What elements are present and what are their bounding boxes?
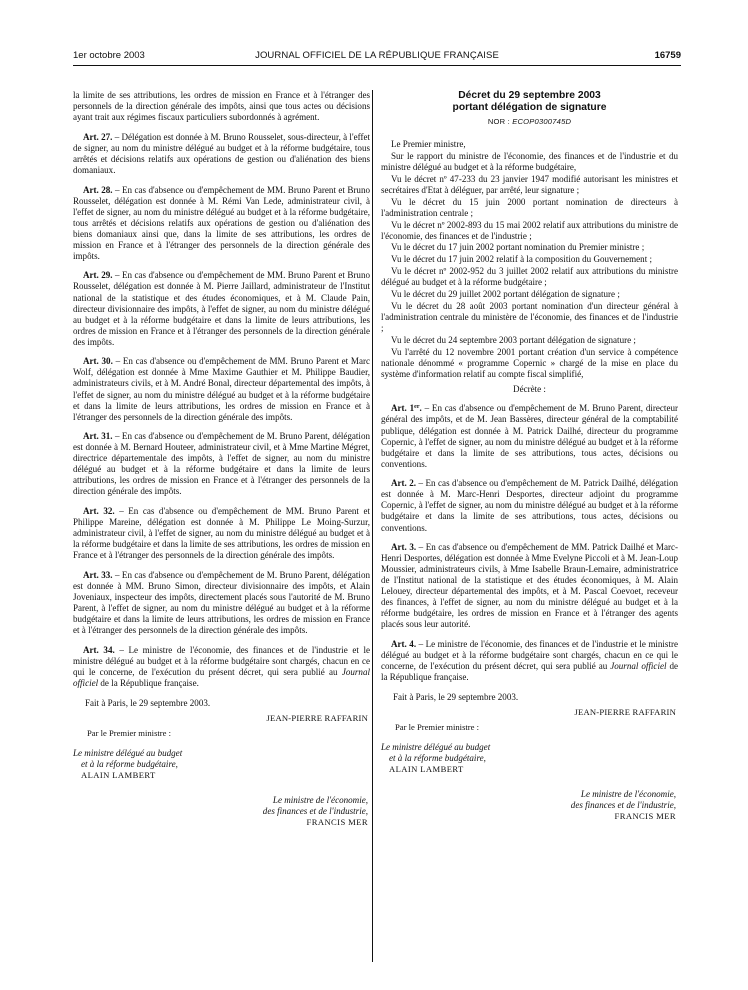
article-31 bbox=[73, 431, 370, 497]
article-label: Art. 2. bbox=[391, 478, 417, 489]
article-30 bbox=[73, 356, 370, 422]
article-label: Art. 31. bbox=[83, 431, 113, 442]
prime-minister-name: JEAN-PIERRE RAFFARIN bbox=[266, 712, 368, 723]
journal-officiel-italic: Journal officiel bbox=[610, 661, 667, 672]
par-le-premier-ministre: Par le Premier ministre : bbox=[87, 727, 172, 738]
signature-place-date: Fait à Paris, le 29 septembre 2003. bbox=[85, 697, 211, 708]
article-27 bbox=[73, 132, 370, 176]
budget-minister-name: ALAIN LAMBERT bbox=[389, 764, 464, 775]
article-text-end: de la République française. bbox=[98, 677, 199, 688]
right-column bbox=[381, 90, 678, 822]
budget-minister-title-1: Le ministre délégué au budget bbox=[73, 747, 183, 758]
opening-line: Le Premier ministre, bbox=[391, 139, 466, 150]
nor-label: NOR : bbox=[487, 117, 513, 126]
article-label: Art. 27. bbox=[83, 131, 113, 142]
article-2 bbox=[381, 478, 678, 533]
column-divider bbox=[372, 90, 373, 962]
article-33 bbox=[73, 570, 370, 636]
article-28 bbox=[73, 185, 370, 262]
prime-minister-name: JEAN-PIERRE RAFFARIN bbox=[574, 706, 676, 717]
economy-minister-signature bbox=[73, 795, 370, 828]
budget-minister-signature bbox=[381, 742, 678, 775]
article-3 bbox=[381, 542, 678, 630]
visa-paragraph: Vu le décret du 24 septembre 2003 portant délégation de signature ; bbox=[391, 334, 636, 345]
article-4 bbox=[381, 639, 678, 683]
nor-code: ECOP0300745D bbox=[512, 117, 572, 126]
visa-paragraph: Vu le décret du 17 juin 2002 relatif à la composition du Gouvernement ; bbox=[391, 254, 652, 265]
economy-minister-title-2: des finances et de l'industrie, bbox=[570, 800, 676, 811]
article-text: – En cas d'absence ou d'empêchement de M. Bruno Parent, délégation est donnée à MM. Bruno Simon, directeur divisionnaire des impôts, et Alain Joveniaux, inspecteur des impôts, directement placés sous l'autorité de M. Bruno Parent, à l'effet de signer, au nom du ministre délégué au budget et à la réforme budgétaire et dans la limite de leurs attributions, les ordres de mission en France et à l'étranger des personnels de la direction générale des impôts. bbox=[73, 569, 370, 636]
decree-title-line-2: portant délégation de signature bbox=[452, 101, 607, 113]
page-number: 16759 bbox=[654, 50, 681, 61]
article-text: – Délégation est donnée à M. Bruno Rousselet, sous-directeur, à l'effet de signer, au nom du ministre délégué au budget et à la réforme budgétaire, tous arrêtés et décisions relatifs aux opérations de gestion ou d'aliénation des biens domaniaux. bbox=[73, 131, 370, 175]
budget-minister-title-2: et à la réforme budgétaire, bbox=[81, 758, 178, 769]
article-text: – En cas d'absence ou d'empêchement de MM. Bruno Parent et Marc Wolf, délégation est donnée à Mme Maxime Gauthier et M. Philippe Baudier, administrateurs civils, et à M. André Bonal, directeur départemental des impôts, à l'effet de signer, au nom du ministre délégué au budget et à la réforme budgétaire et dans la limite de leurs attributions, les ordres de mission en France et à l'étranger des personnels de la direction générale des impôts. bbox=[73, 356, 370, 422]
article-text: – En cas d'absence ou d'empêchement de M. Bruno Parent, directeur général des impôts, et de M. Jean Bassères, directeur général de la comptabilité publique, délégation est donnée à M. Patrick Dailhé, directeur du programme Copernic, à l'effet de signer, au nom du ministre délégué au budget et à la réforme budgétaire et dans la limite de ses attributions, tous actes, décisions ou conventions. bbox=[381, 403, 679, 469]
visa-paragraph: Vu le décret du 17 juin 2002 portant nomination du Premier ministre ; bbox=[391, 242, 645, 253]
header-date: 1er octobre 2003 bbox=[73, 50, 145, 61]
visa-paragraph: Vu le décret nº 2002-893 du 15 mai 2002 relatif aux attributions du ministre de l'économie, des finances et de l'industrie ; bbox=[381, 219, 678, 241]
visa-paragraph: Vu le décret nº 2002-952 du 3 juillet 2002 relatif aux attributions du ministre délégué au budget et à la réforme budgétaire ; bbox=[381, 266, 678, 288]
article-text: – En cas d'absence ou d'empêchement de M. Bruno Parent, délégation est donnée à M. Bernard Houteer, administrateur civil, et à Mme Martine Mégret, directrice départementale des impôts, à l'effet de signer, au nom du ministre délégué au budget et à la réforme budgétaire et dans la limite de leurs attributions, les ordres de mission en France et à l'étranger des personnels de la direction générale des impôts. bbox=[73, 431, 370, 497]
article-label-end: . bbox=[419, 403, 422, 414]
visas-list bbox=[381, 151, 678, 380]
article-text: – En cas d'absence ou d'empêchement de M. Patrick Dailhé, délégation est donnée à M. Marc-Henri Desportes, directeur adjoint du programme Copernic, à l'effet de signer, au nom du ministre délégué au budget et à la réforme budgétaire et dans la limite de ses attributions, tous actes, décisions ou conventions. bbox=[381, 478, 679, 533]
economy-minister-name: FRANCIS MER bbox=[614, 811, 676, 822]
article-text: – Le ministre de l'économie, des finances et de l'industrie et le ministre délégué au budget et à la réforme budgétaire sont chargés, chacun en ce qui le concerne, de l'exécution du présent décret, qui sera publié au bbox=[381, 639, 678, 672]
visa-paragraph: Sur le rapport du ministre de l'économie, des finances et de l'industrie et du ministre délégué au budget et à la réforme budgétaire, bbox=[381, 150, 678, 172]
visa-paragraph: Vu le décret nº 47-233 du 23 janvier 1947 modifié autorisant les ministres et secrétaires d'Etat à déléguer, par arrêté, leur signature ; bbox=[381, 173, 678, 195]
visa-paragraph: Vu le décret du 28 août 2003 portant nomination d'un directeur général à l'administration centrale du ministère de l'économie, des finances et de l'industrie ; bbox=[381, 300, 678, 333]
visa-paragraph: Vu le décret du 29 juillet 2002 portant délégation de signature ; bbox=[391, 289, 620, 300]
page-header bbox=[73, 50, 681, 64]
article-34 bbox=[73, 645, 370, 689]
decree-title-line-1: Décret du 29 septembre 2003 bbox=[458, 90, 601, 101]
article-label-text: Art. 1 bbox=[391, 403, 415, 414]
visa-paragraph: Vu l'arrêté du 12 novembre 2001 portant création d'un service à compétence nationale dénommé « programme Copernic » chargé de la mise en place du système d'information relatif au compte fiscal simplifié, bbox=[381, 346, 678, 379]
article-label bbox=[391, 403, 422, 413]
intro-paragraph: la limite de ses attributions, les ordres de mission en France et à l'étranger des personnels de la direction générale des impôts, ainsi que tous actes ou décisions ayant trait aux régimes fiscaux particuliers subordonnés à agrément. bbox=[73, 90, 370, 123]
visa-paragraph: Vu le décret du 15 juin 2000 portant nomination de directeurs à l'administration centrale ; bbox=[381, 196, 678, 218]
header-rule bbox=[73, 65, 681, 66]
par-le-premier-ministre: Par le Premier ministre : bbox=[395, 721, 480, 732]
article-text: – En cas d'absence ou d'empêchement de MM. Patrick Dailhé et Marc-Henri Desportes, délégation est donnée à Mme Evelyne Piccoli et à M. Jean-Loup Moussier, administrateurs civils, à Mme Isabelle Braun-Lemaire, administratrice de l'Institut national de la statistique et des études économiques, à M. Alain Lelouey, directeur départemental des impôts, et à M. Pascal Coevoet, receveur des finances, à l'effet de signer, au nom du ministre délégué au budget et à la réforme budgétaire, les ordres de mission en France et à l'étranger des agents placés sous leur autorité. bbox=[381, 542, 679, 630]
article-label: Art. 28. bbox=[83, 184, 113, 195]
budget-minister-title-1: Le ministre délégué au budget bbox=[381, 742, 491, 753]
article-text: – Le ministre de l'économie, des finances et de l'industrie et le ministre délégué au budget et à la réforme budgétaire sont chargés, chacun en ce qui le concerne, de l'exécution du présent décret, qui sera publié au bbox=[73, 644, 370, 677]
economy-minister-name: FRANCIS MER bbox=[306, 816, 368, 827]
article-text: – En cas d'absence ou d'empêchement de MM. Bruno Parent et Philippe Mareine, délégation est donnée à M. Philippe Le Moing-Surzur, administrateur civil, à l'effet de signer, au nom du ministre délégué au budget et à la réforme budgétaire et dans la limite de ses attributions, les ordres de mission en France et à l'étranger des personnels de la direction générale des impôts. bbox=[73, 506, 370, 561]
article-text: – En cas d'absence ou d'empêchement de MM. Bruno Parent et Bruno Rousselet, délégation est donnée à M. Rémi Van Lede, administrateur civil, à l'effet de signer, au nom du ministre délégué au budget et à la réforme budgétaire, tous arrêtés et décisions relatifs aux opérations de gestion ou d'aliénation des biens domaniaux ainsi que, dans la limite de ses attributions, les ordres de mission en France et à l'étranger des personnels de la direction générale des impôts. bbox=[73, 184, 370, 261]
article-text-end: de la République française. bbox=[381, 661, 678, 683]
signature-place-date: Fait à Paris, le 29 septembre 2003. bbox=[393, 691, 519, 702]
budget-minister-title-2: et à la réforme budgétaire, bbox=[389, 753, 486, 764]
article-label: Art. 32. bbox=[83, 506, 115, 517]
economy-minister-title-1: Le ministre de l'économie, bbox=[580, 789, 676, 800]
article-label: Art. 34. bbox=[83, 644, 115, 655]
journal-officiel-italic: Journal officiel bbox=[73, 666, 370, 688]
left-column bbox=[73, 90, 370, 828]
article-label: Art. 30. bbox=[83, 356, 113, 367]
economy-minister-signature bbox=[381, 789, 678, 822]
article-29 bbox=[73, 270, 370, 347]
journal-title: JOURNAL OFFICIEL DE LA RÉPUBLIQUE FRANÇAISE bbox=[255, 50, 499, 61]
article-label: Art. 33. bbox=[83, 569, 113, 580]
decrete-heading: Décrète : bbox=[513, 383, 546, 394]
article-label-sup: er bbox=[414, 404, 420, 411]
nor-reference bbox=[381, 116, 678, 127]
article-1 bbox=[381, 403, 678, 469]
article-label: Art. 3. bbox=[391, 542, 417, 553]
article-text: – En cas d'absence ou d'empêchement de MM. Bruno Parent et Bruno Rousselet, délégation est donnée à M. Pierre Jaillard, administrateur de l'Institut national de la statistique et des études économiques, et à M. Claude Pain, directeur divisionnaire des impôts, à l'effet de signer, au nom du ministre délégué au budget et à la réforme budgétaire et dans la limite de leurs attributions, les ordres de mission en France et à l'étranger des personnels de la direction générale des impôts. bbox=[73, 270, 370, 347]
article-label: Art. 29. bbox=[83, 270, 113, 281]
economy-minister-title-2: des finances et de l'industrie, bbox=[262, 805, 368, 816]
budget-minister-name: ALAIN LAMBERT bbox=[81, 769, 156, 780]
decree-title bbox=[381, 90, 678, 113]
economy-minister-title-1: Le ministre de l'économie, bbox=[272, 794, 368, 805]
article-32 bbox=[73, 506, 370, 561]
budget-minister-signature bbox=[73, 748, 370, 781]
article-label: Art. 4. bbox=[391, 639, 417, 650]
